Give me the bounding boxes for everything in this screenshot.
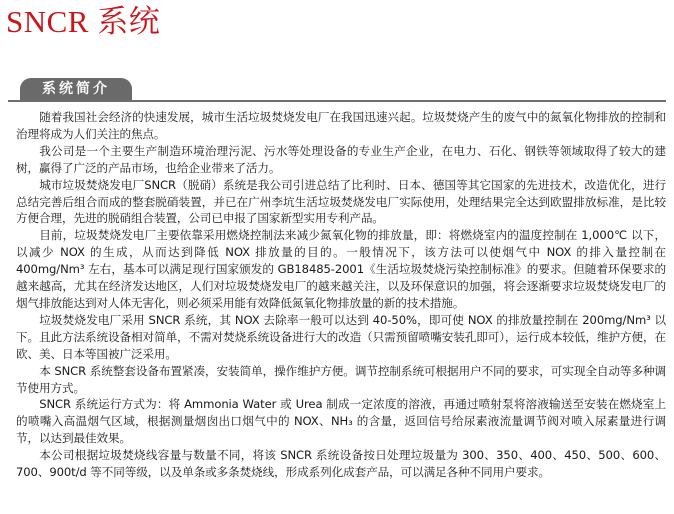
paragraph-sncr-benefit: 垃圾焚烧发电厂采用 SNCR 系统，其 NOX 去除率一般可以达到 40-50%，即可使 NOX 的排放量控制在 200mg/Nm³ 以下。且此方法系统设备相对简单，不需对焚烧系统设备进行大的改造（只需预留喷嘴安装孔即可），运行成本较低，维护方便，在欧、美、日本等国被广泛采用。 (16, 312, 666, 361)
paragraph-equipment: 本 SNCR 系统整套设备布置紧凑，安装简单，操作维护方便。调节控制系统可根据用户不同的要求，可实现全自动等多种调节使用方式。 (16, 363, 666, 395)
section-tab-system-intro: 系统简介 (20, 78, 132, 100)
paragraph-current-method: 目前，垃圾焚烧发电厂主要依靠采用燃烧控制法来减少氮氧化物的排放量，即：将燃烧室内的温度控制在 1,000℃ 以下，以减少 NOX 的生成，从而达到降低 NOX 排放量的目的。一般情况下，该方法可以使烟气中 NOX 的排入量控制在 400mg/Nm³ 左右，基本可以满足现行国家颁发的 GB18485-2001《生活垃圾焚烧污染控制标准》的要求。但随着环保要求的越来越高，尤其在经济发达地区，人们对垃圾焚烧发电厂的越来越关注，以及环保意识的加强，将会逐渐要求垃圾焚烧发电厂的烟气排放能达到对人体无害化，则必须采用能有效降低氮氧化物排放量的新的技术措施。 (16, 228, 666, 310)
paragraph-sncr-origin: 城市垃圾焚烧发电厂SNCR（脱硝）系统是我公司引进总结了比利时、日本、德国等其它国家的先进技术，改造优化，进行总结完善后组合而成的整套脱硝装置，并已在广州李坑生活垃圾焚烧发电厂实际使用，处理结果完全达到欧盟排放标准，是比较方便合理，先进的脱硝组合装置，公司已申报了国家新型实用专利产品。 (16, 177, 666, 226)
paragraph-product-series: 本公司根据垃圾焚烧线容量与数量不同，将该 SNCR 系统设备按日处理垃圾量为 300、350、400、450、500、600、700、900t/d 等不同等级，以及单条或多条焚烧线，形成系列化成套产品，可以满足各种不同用户要求。 (16, 448, 666, 480)
paragraph-company: 我公司是一个主要生产制造环境治理污泥、污水等处理设备的专业生产企业，在电力、石化、钢铁等领域取得了较大的建树，赢得了广泛的产品市场，也给企业带来了活力。 (16, 143, 666, 175)
paragraph-background: 随着我国社会经济的快速发展，城市生活垃圾焚烧发电厂在我国迅速兴起。垃圾焚烧产生的废气中的氮氧化物排放的控制和治理将成为人们关注的焦点。 (16, 110, 666, 141)
section-header (8, 78, 666, 102)
page-title: SNCR 系统 (6, 4, 161, 39)
intro-text (16, 109, 666, 481)
paragraph-operation: SNCR 系统运行方式为：将 Ammonia Water 或 Urea 制成一定浓度的溶液，再通过喷射泵将溶液输送至安装在燃烧室上的喷嘴入高温烟气区域，根据测量烟囱出口烟气中的 NOX、NH₃ 的含量，返回信号给尿素液流量调节阀对喷入尿素量进行调节，以达到最佳效果。 (16, 397, 666, 446)
